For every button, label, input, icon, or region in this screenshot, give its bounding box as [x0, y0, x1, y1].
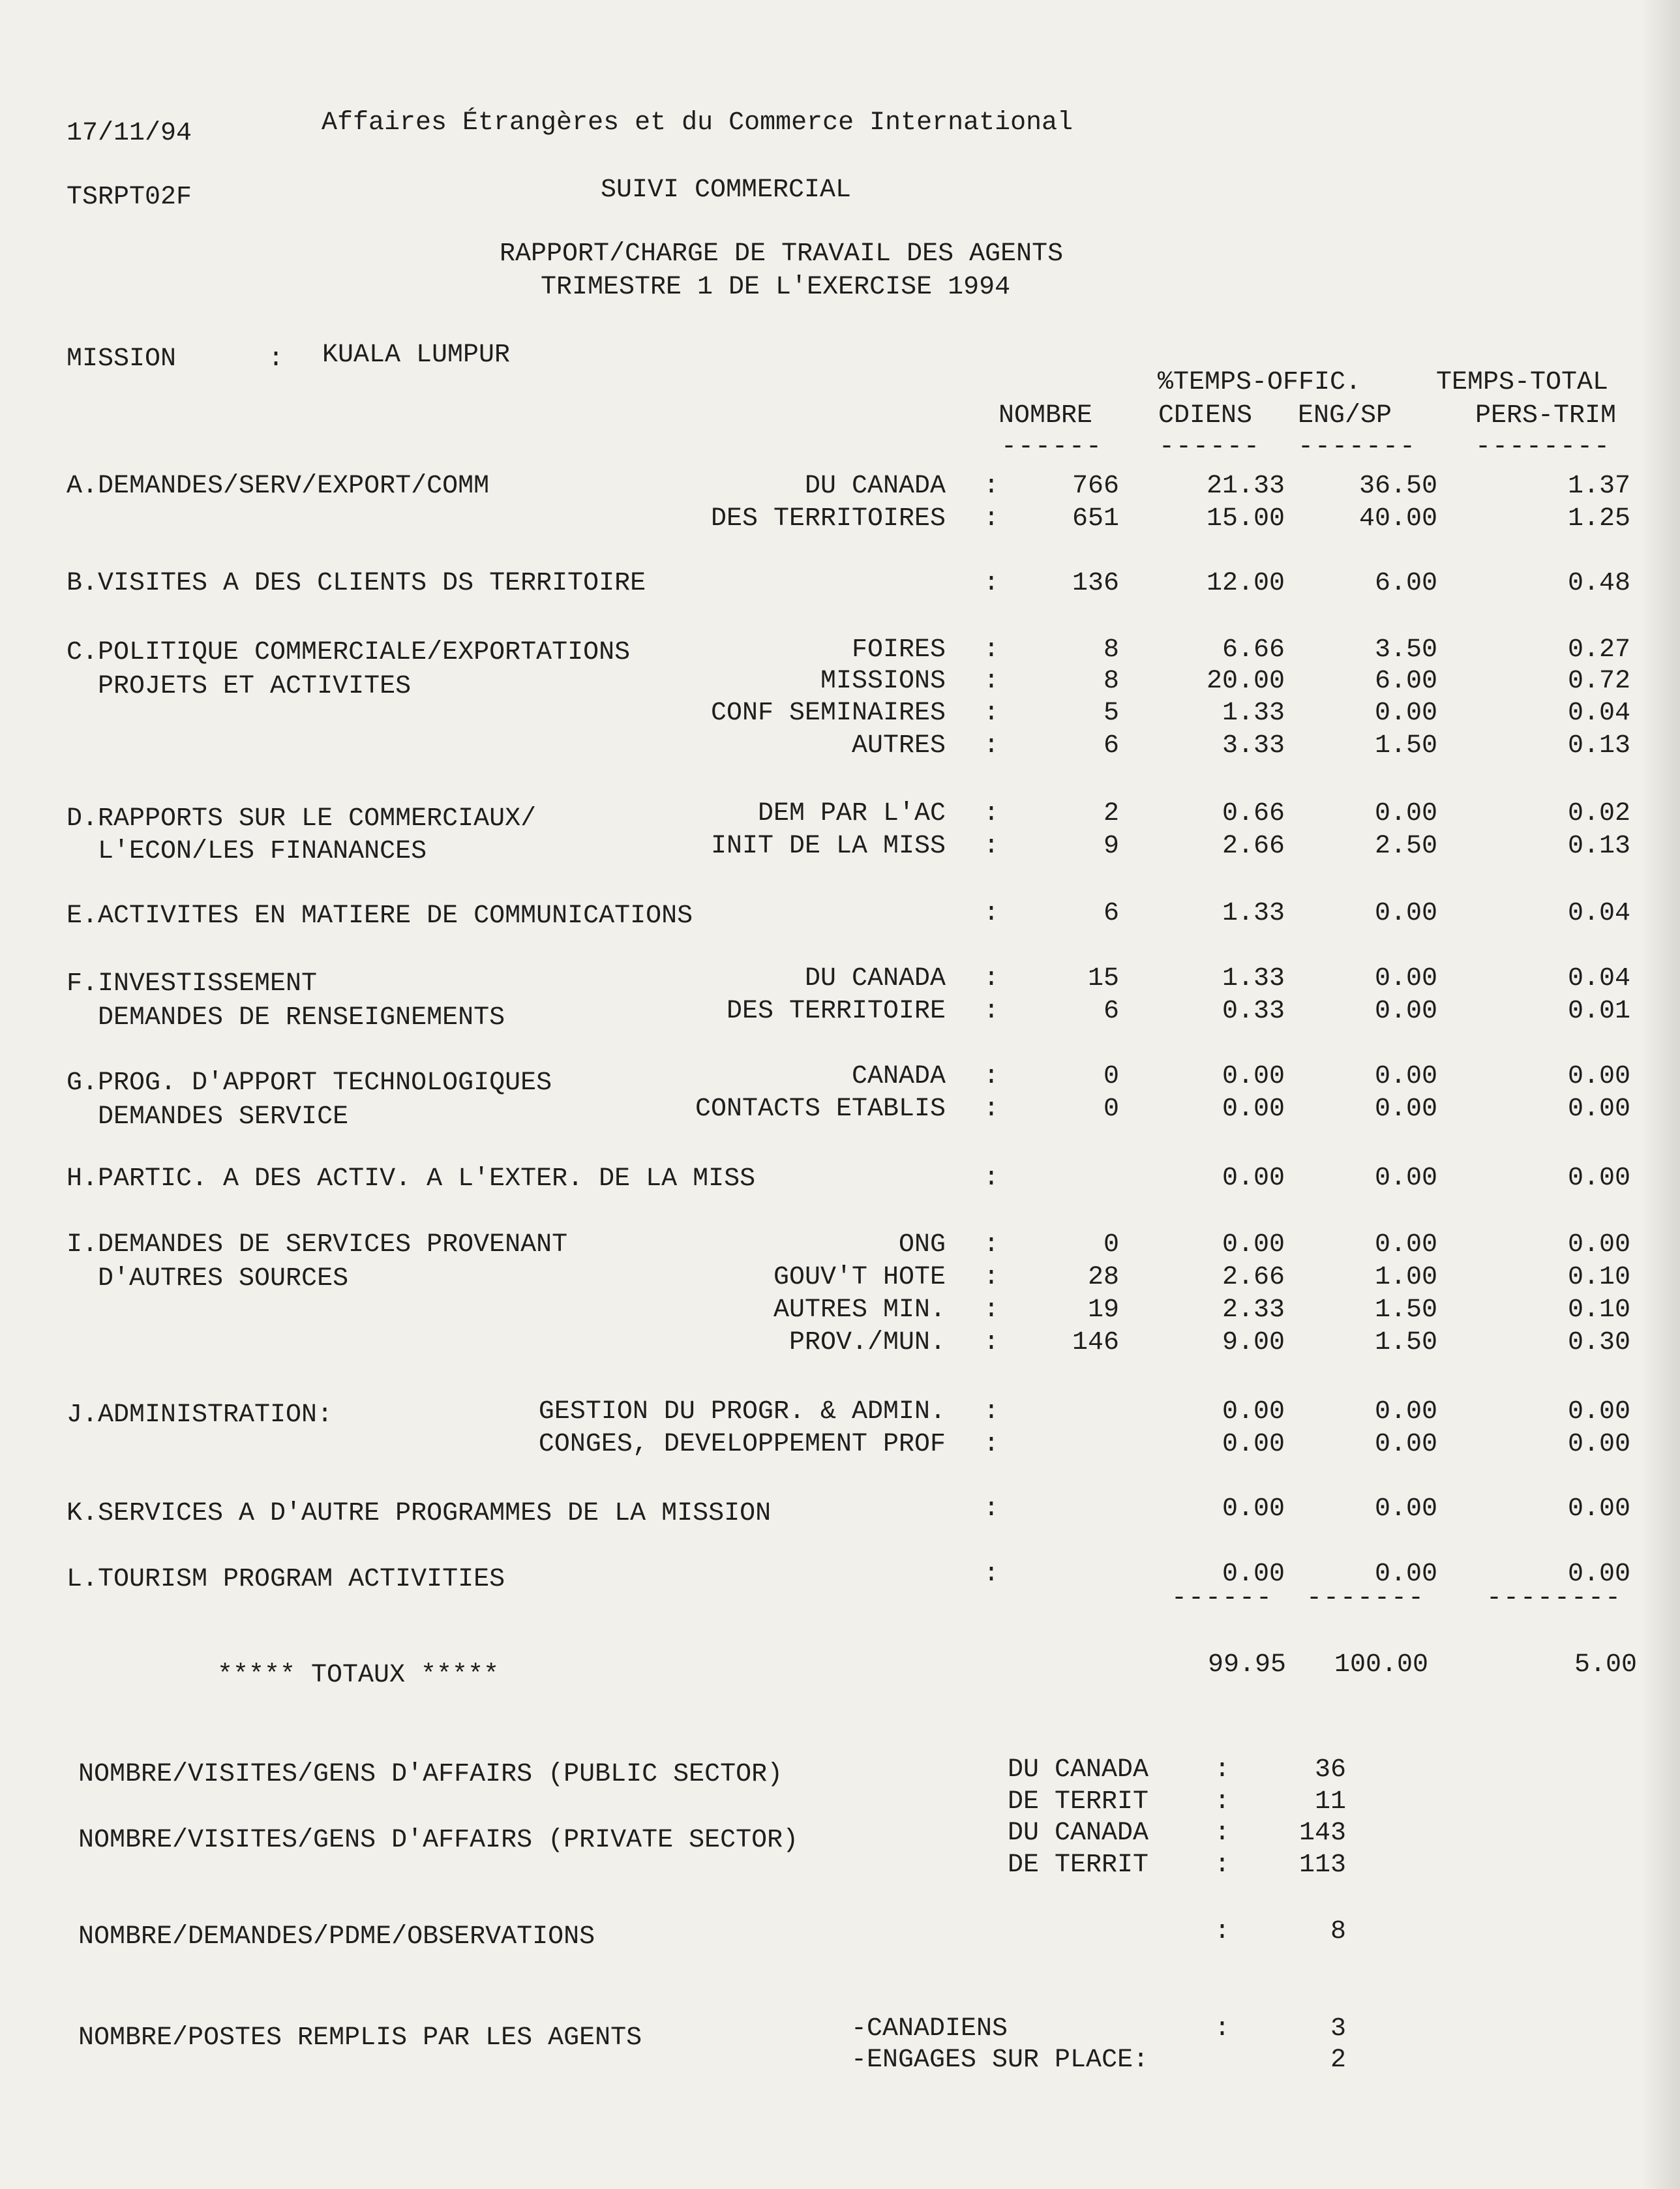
row-pers-trim: 0.00 [1567, 1494, 1630, 1524]
row-nombre: 651 [1072, 504, 1119, 534]
row-category: E.ACTIVITES EN MATIERE DE COMMUNICATIONS [67, 901, 693, 931]
row-cdiens: 0.00 [1222, 1430, 1285, 1459]
row-subcategory: AUTRES MIN. [773, 1295, 946, 1325]
row-cdiens: 0.00 [1222, 1230, 1285, 1260]
row-engsp: 2.50 [1374, 832, 1437, 861]
row-nombre: 28 [1087, 1263, 1119, 1292]
stat-value: 36 [1314, 1755, 1346, 1785]
row-cdiens: 1.33 [1222, 899, 1285, 928]
row-cdiens: 3.33 [1222, 731, 1285, 761]
row-subcategory: ONG [898, 1230, 946, 1260]
col-header-cdiens: CDIENS [1158, 401, 1253, 430]
ministry-name: Affaires Étrangères et du Commerce International [322, 108, 1073, 138]
row-pers-trim: 0.04 [1567, 964, 1630, 993]
row-nombre: 19 [1087, 1295, 1119, 1325]
col-rule-nombre: ------ [1001, 432, 1103, 462]
stat-value: 3 [1330, 2014, 1346, 2044]
row-engsp: 6.00 [1374, 569, 1437, 598]
row-pers-trim: 0.04 [1567, 899, 1630, 928]
row-cdiens: 0.00 [1222, 1494, 1285, 1524]
row-engsp: 0.00 [1374, 1230, 1437, 1260]
stat-value: 113 [1298, 1850, 1346, 1880]
row-category: H.PARTIC. A DES ACTIV. A L'EXTER. DE LA MISS [67, 1164, 756, 1194]
row-subcategory: FOIRES [851, 635, 946, 665]
row-engsp: 1.50 [1374, 731, 1437, 761]
totals-rule-pers: -------- [1486, 1584, 1623, 1613]
row-separator: : [983, 1062, 1000, 1091]
stat-separator: : [1214, 1917, 1231, 1946]
stat-subcategory: DU CANADA [1008, 1755, 1149, 1785]
report-title: RAPPORT/CHARGE DE TRAVAIL DES AGENTS [500, 239, 1064, 269]
totals-cdiens: 99.95 [1207, 1650, 1286, 1680]
row-separator: : [983, 964, 1000, 993]
mission-label: MISSION [67, 344, 177, 374]
row-separator: : [983, 569, 1000, 598]
row-engsp: 1.50 [1374, 1295, 1437, 1325]
mission-separator: : [268, 344, 284, 374]
row-separator: : [983, 667, 1000, 696]
stat-value: 8 [1330, 1917, 1346, 1946]
row-separator: : [983, 1094, 1000, 1124]
row-subcategory: DU CANADA [804, 472, 946, 501]
row-cdiens: 1.33 [1222, 964, 1285, 993]
col-rule-cdiens: ------ [1159, 432, 1261, 462]
row-nombre: 5 [1103, 699, 1119, 728]
row-nombre: 8 [1103, 635, 1119, 665]
row-engsp: 0.00 [1374, 1430, 1437, 1459]
stat-separator: : [1214, 1755, 1231, 1785]
row-engsp: 3.50 [1374, 635, 1437, 665]
row-category: PROJETS ET ACTIVITES [67, 672, 412, 701]
row-category: B.VISITES A DES CLIENTS DS TERRITOIRE [67, 569, 646, 598]
row-subcategory: MISSIONS [820, 667, 946, 696]
row-pers-trim: 1.37 [1567, 472, 1630, 501]
stat-subcategory: DE TERRIT [1008, 1850, 1149, 1880]
col-header-temps-total: TEMPS-TOTAL [1436, 368, 1609, 397]
row-separator: : [983, 1295, 1000, 1325]
row-engsp: 0.00 [1374, 1397, 1437, 1427]
row-subcategory: PROV./MUN. [788, 1328, 946, 1357]
row-pers-trim: 1.25 [1567, 504, 1630, 534]
row-engsp: 0.00 [1374, 699, 1437, 728]
row-cdiens: 15.00 [1206, 504, 1285, 534]
stat-separator: : [1214, 1850, 1231, 1880]
row-separator: : [983, 472, 1000, 501]
row-subcategory: AUTRES [851, 731, 946, 761]
row-category: F.INVESTISSEMENT [67, 969, 318, 999]
row-pers-trim: 0.13 [1567, 832, 1630, 861]
row-pers-trim: 0.27 [1567, 635, 1630, 665]
row-nombre: 146 [1072, 1328, 1119, 1357]
stat-value: 11 [1314, 1787, 1346, 1817]
row-nombre: 0 [1103, 1094, 1119, 1124]
row-cdiens: 0.00 [1222, 1062, 1285, 1091]
row-subcategory: DEM PAR L'AC [757, 799, 946, 828]
row-pers-trim: 0.04 [1567, 699, 1630, 728]
row-engsp: 0.00 [1374, 899, 1437, 928]
row-subcategory: CONGES, DEVELOPPEMENT PROF [538, 1430, 946, 1459]
row-cdiens: 0.66 [1222, 799, 1285, 828]
row-engsp: 1.50 [1374, 1328, 1437, 1357]
row-cdiens: 2.33 [1222, 1295, 1285, 1325]
row-category: G.PROG. D'APPORT TECHNOLOGIQUES [67, 1068, 552, 1098]
row-cdiens: 6.66 [1222, 635, 1285, 665]
row-cdiens: 21.33 [1206, 472, 1285, 501]
row-pers-trim: 0.30 [1567, 1328, 1630, 1357]
row-nombre: 15 [1087, 964, 1119, 993]
row-cdiens: 1.33 [1222, 699, 1285, 728]
row-subcategory: CANADA [851, 1062, 946, 1091]
row-pers-trim: 0.00 [1567, 1430, 1630, 1459]
row-pers-trim: 0.00 [1567, 1062, 1630, 1091]
row-separator: : [983, 1560, 1000, 1589]
row-category: D.RAPPORTS SUR LE COMMERCIAUX/ [67, 804, 537, 834]
row-separator: : [983, 1328, 1000, 1357]
row-pers-trim: 0.48 [1567, 569, 1630, 598]
row-category: I.DEMANDES DE SERVICES PROVENANT [67, 1230, 568, 1260]
row-separator: : [983, 635, 1000, 665]
stat-label: NOMBRE/VISITES/GENS D'AFFAIRS (PUBLIC SECTOR) [78, 1760, 783, 1789]
row-nombre: 766 [1072, 472, 1119, 501]
row-engsp: 0.00 [1374, 1094, 1437, 1124]
row-cdiens: 9.00 [1222, 1328, 1285, 1357]
report-date: 17/11/94 [67, 119, 192, 148]
row-pers-trim: 0.00 [1567, 1094, 1630, 1124]
stat-subcategory: DU CANADA [1008, 1819, 1149, 1848]
row-pers-trim: 0.00 [1567, 1560, 1630, 1589]
row-cdiens: 0.00 [1222, 1094, 1285, 1124]
row-separator: : [983, 832, 1000, 861]
row-subcategory: GOUV'T HOTE [773, 1263, 946, 1292]
row-engsp: 0.00 [1374, 1560, 1437, 1589]
page-edge-shadow [1641, 0, 1680, 2189]
col-header-nombre: NOMBRE [998, 401, 1093, 430]
row-separator: : [983, 1263, 1000, 1292]
row-engsp: 1.00 [1374, 1263, 1437, 1292]
row-separator: : [983, 1397, 1000, 1427]
row-separator: : [983, 504, 1000, 534]
row-pers-trim: 0.72 [1567, 667, 1630, 696]
row-nombre: 6 [1103, 899, 1119, 928]
row-subcategory: GESTION DU PROGR. & ADMIN. [538, 1397, 946, 1427]
stat-label: NOMBRE/VISITES/GENS D'AFFAIRS (PRIVATE SECTOR) [78, 1826, 799, 1855]
row-engsp: 0.00 [1374, 799, 1437, 828]
row-engsp: 36.50 [1358, 472, 1437, 501]
row-separator: : [983, 1430, 1000, 1459]
totals-rule-cdiens: ------ [1171, 1584, 1274, 1613]
row-engsp: 6.00 [1374, 667, 1437, 696]
row-engsp: 0.00 [1374, 964, 1437, 993]
col-header-pers-trim: PERS-TRIM [1475, 401, 1617, 430]
row-cdiens: 0.00 [1222, 1560, 1285, 1589]
row-category: J.ADMINISTRATION: [67, 1400, 333, 1430]
row-nombre: 9 [1103, 832, 1119, 861]
row-separator: : [983, 799, 1000, 828]
col-header-engsp: ENG/SP [1298, 401, 1392, 430]
totals-pers: 5.00 [1574, 1650, 1637, 1680]
row-category: C.POLITIQUE COMMERCIALE/EXPORTATIONS [67, 638, 631, 667]
row-nombre: 136 [1072, 569, 1119, 598]
row-pers-trim: 0.02 [1567, 799, 1630, 828]
row-nombre: 0 [1103, 1230, 1119, 1260]
row-separator: : [983, 1230, 1000, 1260]
row-pers-trim: 0.00 [1567, 1397, 1630, 1427]
row-separator: : [983, 1494, 1000, 1524]
row-separator: : [983, 699, 1000, 728]
row-subcategory: CONF SEMINAIRES [710, 699, 946, 728]
row-category: A.DEMANDES/SERV/EXPORT/COMM [67, 472, 490, 501]
row-cdiens: 2.66 [1222, 832, 1285, 861]
row-cdiens: 2.66 [1222, 1263, 1285, 1292]
stat-label: NOMBRE/DEMANDES/PDME/OBSERVATIONS [78, 1922, 595, 1952]
row-engsp: 0.00 [1374, 1164, 1437, 1193]
row-engsp: 0.00 [1374, 997, 1437, 1026]
stat-subcategory: -ENGAGES SUR PLACE: [851, 2046, 1149, 2075]
row-nombre: 2 [1103, 799, 1119, 828]
row-pers-trim: 0.10 [1567, 1295, 1630, 1325]
system-name: SUIVI COMMERCIAL [601, 175, 852, 205]
col-rule-engsp: ------- [1298, 432, 1417, 462]
stat-subcategory: -CANADIENS [851, 2014, 1008, 2044]
row-engsp: 0.00 [1374, 1062, 1437, 1091]
mission-value: KUALA LUMPUR [322, 340, 511, 370]
report-code: TSRPT02F [67, 183, 192, 212]
stat-label: NOMBRE/POSTES REMPLIS PAR LES AGENTS [78, 2023, 642, 2053]
row-subcategory: DES TERRITOIRE [726, 997, 946, 1026]
row-pers-trim: 0.01 [1567, 997, 1630, 1026]
row-subcategory: DES TERRITOIRES [710, 504, 946, 534]
totals-engsp: 100.00 [1334, 1650, 1428, 1680]
stat-value: 2 [1330, 2046, 1346, 2075]
row-cdiens: 20.00 [1206, 667, 1285, 696]
stat-value: 143 [1298, 1819, 1346, 1848]
row-subcategory: CONTACTS ETABLIS [695, 1094, 946, 1124]
row-category: DEMANDES DE RENSEIGNEMENTS [67, 1003, 505, 1033]
row-category: DEMANDES SERVICE [67, 1102, 349, 1132]
row-cdiens: 0.00 [1222, 1397, 1285, 1427]
row-cdiens: 12.00 [1206, 569, 1285, 598]
col-header-temps-offic: %TEMPS-OFFIC. [1158, 368, 1362, 397]
report-subtitle: TRIMESTRE 1 DE L'EXERCISE 1994 [541, 273, 1011, 302]
row-separator: : [983, 1164, 1000, 1193]
row-nombre: 8 [1103, 667, 1119, 696]
row-pers-trim: 0.13 [1567, 731, 1630, 761]
row-separator: : [983, 899, 1000, 928]
row-category: D'AUTRES SOURCES [67, 1264, 349, 1293]
totals-rule-engsp: ------- [1306, 1584, 1426, 1613]
row-pers-trim: 0.10 [1567, 1263, 1630, 1292]
row-nombre: 6 [1103, 997, 1119, 1026]
stat-separator: : [1214, 2014, 1231, 2044]
totals-label: ***** TOTAUX ***** [217, 1661, 500, 1690]
row-category: K.SERVICES A D'AUTRE PROGRAMMES DE LA MISSION [67, 1499, 772, 1528]
row-engsp: 40.00 [1358, 504, 1437, 534]
row-nombre: 0 [1103, 1062, 1119, 1091]
row-subcategory: INIT DE LA MISS [710, 832, 946, 861]
row-category: L.TOURISM PROGRAM ACTIVITIES [67, 1565, 505, 1594]
row-category: L'ECON/LES FINANANCES [67, 837, 427, 866]
row-separator: : [983, 997, 1000, 1026]
row-nombre: 6 [1103, 731, 1119, 761]
row-pers-trim: 0.00 [1567, 1230, 1630, 1260]
row-cdiens: 0.33 [1222, 997, 1285, 1026]
row-engsp: 0.00 [1374, 1494, 1437, 1524]
row-subcategory: DU CANADA [804, 964, 946, 993]
col-rule-pers: -------- [1475, 432, 1612, 462]
stat-separator: : [1214, 1787, 1231, 1817]
stat-subcategory: DE TERRIT [1008, 1787, 1149, 1817]
stat-separator: : [1214, 1819, 1231, 1848]
row-cdiens: 0.00 [1222, 1164, 1285, 1193]
row-pers-trim: 0.00 [1567, 1164, 1630, 1193]
row-separator: : [983, 731, 1000, 761]
